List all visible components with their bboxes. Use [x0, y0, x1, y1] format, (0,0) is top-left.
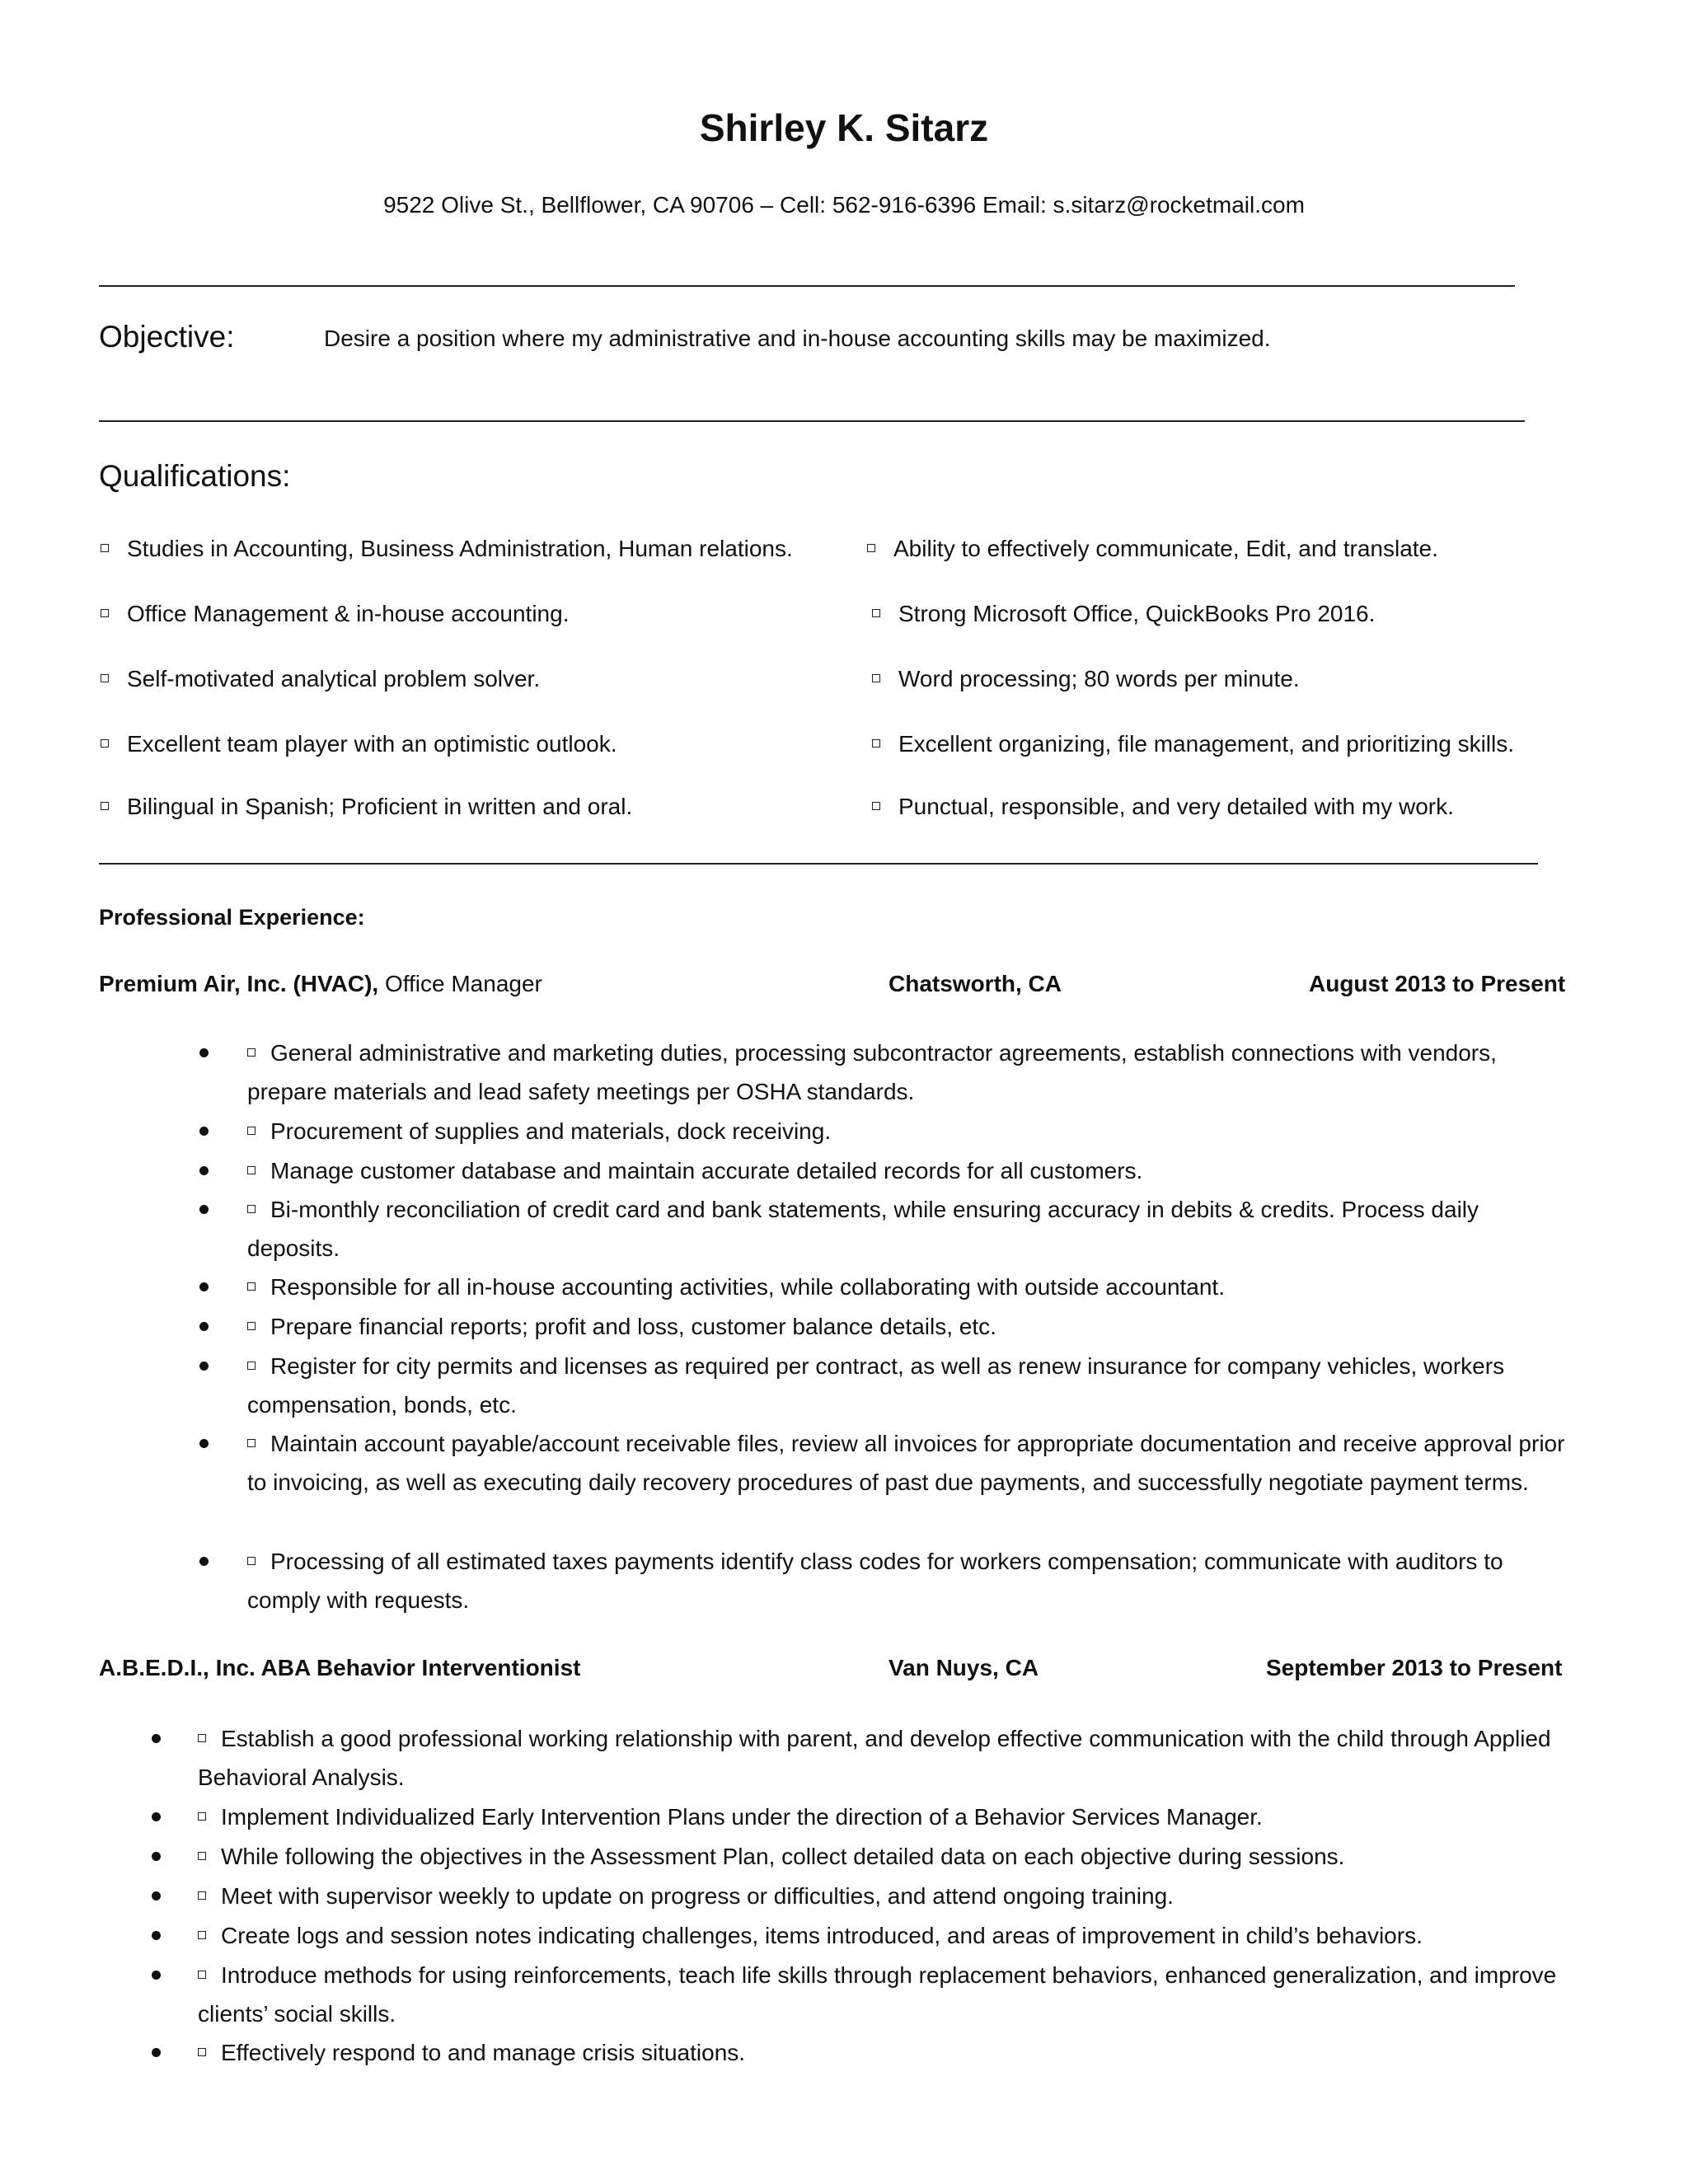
square-bullet-icon	[101, 674, 109, 682]
bullet-icon	[199, 1048, 209, 1057]
job-title: Office Manager	[384, 971, 542, 996]
square-bullet-icon	[198, 1812, 206, 1821]
square-bullet-icon	[101, 739, 109, 748]
duty-text: Effectively respond to and manage crisis situations.	[221, 2040, 746, 2065]
qual-text: Punctual, responsible, and very detailed with my work.	[898, 794, 1454, 819]
square-bullet-icon	[867, 544, 875, 552]
square-bullet-icon	[198, 1931, 206, 1939]
square-bullet-icon	[247, 1166, 256, 1174]
job-2-dates	[1266, 1655, 1563, 1681]
duty-text: While following the objectives in the Assessment Plan, collect detailed data on each objective during sessions.	[221, 1844, 1345, 1869]
qual-text: Excellent organizing, file management, and prioritizing skills.	[898, 731, 1515, 757]
qual-right-1	[867, 536, 1438, 562]
duty-text: Responsible for all in-house accounting activities, while collaborating with outside accountant.	[270, 1274, 1225, 1300]
bullet-icon	[199, 1127, 209, 1136]
square-bullet-icon	[101, 802, 109, 810]
job-company: A.B.E.D.I., Inc. ABA Behavior Interventionist	[99, 1655, 581, 1680]
square-bullet-icon	[198, 2048, 206, 2056]
job-1-duty	[247, 1424, 1566, 1502]
qual-right-2	[872, 601, 1375, 627]
qual-text: Ability to effectively communicate, Edit, and translate.	[893, 536, 1438, 561]
job-1-company-title	[99, 971, 542, 997]
job-1-duty	[247, 1542, 1566, 1619]
qual-right-3	[872, 666, 1300, 692]
job-location: Chatsworth, CA	[889, 971, 1062, 996]
square-bullet-icon	[198, 1891, 206, 1900]
qual-left-4	[101, 731, 617, 757]
duty-text: Establish a good professional working relationship with parent, and develop effective communication with the child through Applied Behavioral Analysis.	[198, 1726, 1551, 1790]
duty-text: Meet with supervisor weekly to update on progress or difficulties, and attend ongoing training.	[221, 1883, 1174, 1909]
bullet-icon	[152, 2048, 161, 2057]
square-bullet-icon	[872, 739, 880, 748]
job-2-duty	[198, 1956, 1566, 2033]
square-bullet-icon	[247, 1322, 256, 1330]
job-dates: August 2013 to Present	[1309, 971, 1566, 996]
duty-text: Bi-monthly reconciliation of credit card and bank statements, while ensuring accuracy in debits & credits. Process daily deposits.	[247, 1197, 1479, 1261]
contact-line: 9522 Olive St., Bellflower, CA 90706 – Cell: 562-916-6396 Email: s.sitarz@rocketmail.com	[383, 192, 1305, 218]
bullet-icon	[152, 1812, 161, 1821]
bullet-icon	[152, 1852, 161, 1861]
job-dates: September 2013 to Present	[1266, 1655, 1563, 1680]
bullet-icon	[199, 1205, 209, 1214]
duty-text: General administrative and marketing duties, processing subcontractor agreements, establish connections with vendors, prepare materials and lead safety meetings per OSHA standards.	[247, 1040, 1497, 1104]
qual-text: Office Management & in-house accounting.	[127, 601, 570, 626]
square-bullet-icon	[101, 544, 109, 552]
duty-text: Manage customer database and maintain accurate detailed records for all customers.	[270, 1158, 1143, 1183]
bullet-icon	[199, 1166, 209, 1175]
square-bullet-icon	[247, 1439, 256, 1447]
duty-text: Maintain account payable/account receivable files, review all invoices for appropriate documentation and receive approval prior to invoicing, as well as executing daily recovery procedures of past due payments, and successfully negotiate payment terms.	[247, 1431, 1565, 1495]
bullet-icon	[152, 1891, 161, 1900]
square-bullet-icon	[247, 1557, 256, 1565]
job-location: Van Nuys, CA	[889, 1655, 1039, 1680]
bullet-icon	[199, 1361, 209, 1371]
objective-text: Desire a position where my administrative and in-house accounting skills may be maximized.	[324, 326, 1271, 351]
job-2-duty	[198, 1837, 1566, 1876]
duty-text: Processing of all estimated taxes payments identify class codes for workers compensation; communicate with auditors to comply with requests.	[247, 1549, 1503, 1613]
duty-text: Register for city permits and licenses as required per contract, as well as renew insurance for company vehicles, workers compensation, bonds, etc.	[247, 1353, 1505, 1418]
job-1-duty	[247, 1347, 1566, 1424]
job-2-duty	[198, 2033, 1566, 2072]
qual-left-5	[101, 794, 632, 820]
square-bullet-icon	[101, 609, 109, 617]
bullet-icon	[152, 1931, 161, 1940]
job-1-duty	[247, 1033, 1566, 1111]
qual-text: Studies in Accounting, Business Administration, Human relations.	[127, 536, 793, 561]
job-1-duty	[247, 1268, 1566, 1306]
duty-text: Implement Individualized Early Intervention Plans under the direction of a Behavior Services Manager.	[221, 1804, 1263, 1830]
job-1-duty	[247, 1190, 1566, 1268]
qual-left-1	[101, 536, 793, 562]
square-bullet-icon	[872, 802, 880, 810]
duty-text: Introduce methods for using reinforcements, teach life skills through replacement behaviors, enhanced generalization, and improve clients’ social skills.	[198, 1962, 1557, 2027]
job-2-duty	[198, 1877, 1566, 1915]
square-bullet-icon	[247, 1127, 256, 1135]
job-1-duty	[247, 1151, 1566, 1190]
job-2-duty	[198, 1719, 1566, 1797]
job-2-duty	[198, 1916, 1566, 1955]
bullet-icon	[152, 1734, 161, 1743]
duty-text: Prepare financial reports; profit and loss, customer balance details, etc.	[270, 1314, 996, 1339]
qual-text: Word processing; 80 words per minute.	[898, 666, 1300, 691]
job-2-company-title	[99, 1655, 580, 1681]
job-company: Premium Air, Inc. (HVAC),	[99, 971, 379, 996]
qual-text: Self-motivated analytical problem solver.	[127, 666, 541, 691]
objective-label: Objective:	[99, 320, 235, 354]
qualifications-label: Qualifications:	[99, 459, 291, 493]
bullet-icon	[199, 1322, 209, 1331]
square-bullet-icon	[872, 674, 880, 682]
qual-text: Strong Microsoft Office, QuickBooks Pro 2016.	[898, 601, 1376, 626]
square-bullet-icon	[247, 1282, 256, 1291]
duty-text: Create logs and session notes indicating challenges, items introduced, and areas of improvement in child’s behaviors.	[221, 1923, 1423, 1948]
square-bullet-icon	[247, 1205, 256, 1213]
qual-right-5	[872, 794, 1454, 820]
qual-left-2	[101, 601, 569, 627]
experience-label: Professional Experience:	[99, 905, 365, 930]
divider-3	[99, 863, 1538, 865]
square-bullet-icon	[198, 1852, 206, 1860]
qual-text: Excellent team player with an optimistic outlook.	[127, 731, 617, 757]
square-bullet-icon	[198, 1734, 206, 1742]
bullet-icon	[199, 1557, 209, 1566]
square-bullet-icon	[247, 1048, 256, 1057]
job-2-location	[889, 1655, 1039, 1681]
job-1-location	[889, 971, 1062, 997]
resume-name: Shirley K. Sitarz	[699, 106, 989, 149]
qual-left-3	[101, 666, 540, 692]
square-bullet-icon	[872, 609, 880, 617]
job-1-duty	[247, 1307, 1566, 1346]
job-1-dates	[1309, 971, 1565, 997]
bullet-icon	[199, 1439, 209, 1448]
divider-2	[99, 420, 1525, 422]
divider-1	[99, 285, 1515, 287]
bullet-icon	[199, 1282, 209, 1291]
square-bullet-icon	[198, 1971, 206, 1979]
qual-text: Bilingual in Spanish; Proficient in written and oral.	[127, 794, 633, 819]
square-bullet-icon	[247, 1361, 256, 1370]
job-2-duty	[198, 1797, 1566, 1836]
duty-text: Procurement of supplies and materials, dock receiving.	[270, 1118, 832, 1144]
job-1-duty	[247, 1112, 1566, 1151]
qual-right-4	[872, 731, 1514, 757]
bullet-icon	[152, 1971, 161, 1980]
